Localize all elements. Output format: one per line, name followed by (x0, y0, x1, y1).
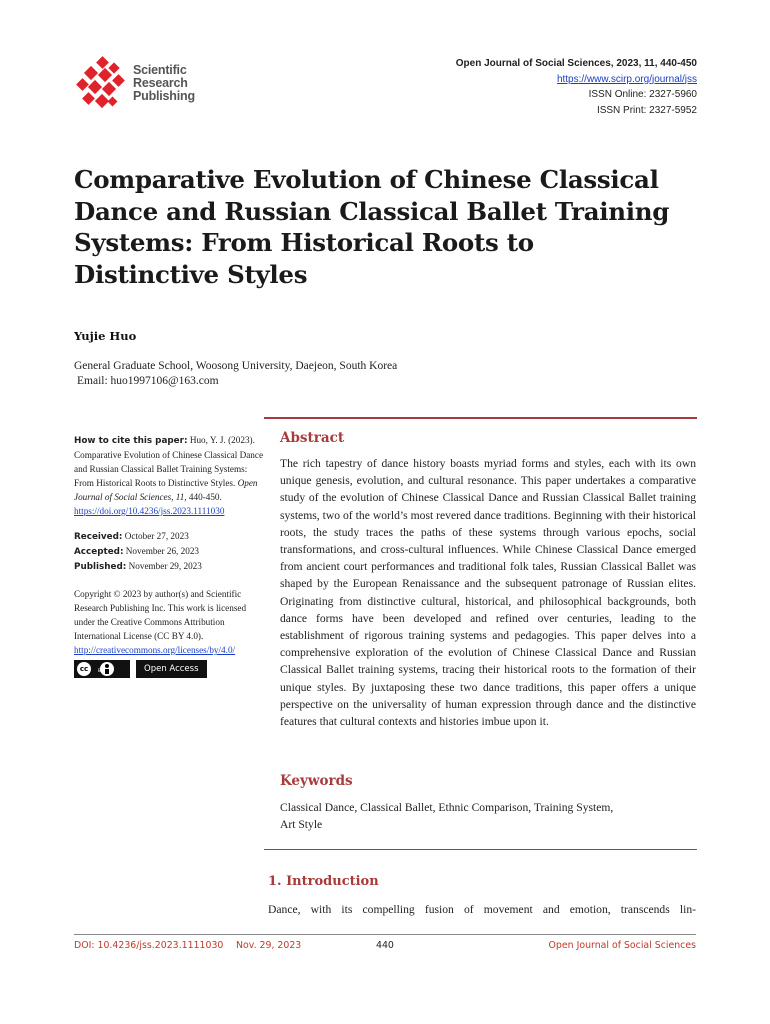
article-info-sidebar (74, 433, 264, 678)
paper-title: Comparative Evolution of Chinese Classical Dance and Russian Classical Ballet Training Systems: From Historical Roots to Distinctive Styles (74, 165, 670, 289)
issn-online: ISSN Online: 2327-5960 (588, 89, 697, 100)
cite-pages: 440-450. (186, 492, 222, 502)
received-date: Received: October 27, 2023 (74, 531, 189, 542)
cc-icon: cc (77, 662, 91, 676)
cite-title: Comparative Evolution of Chinese Classical Dance and Russian Classical Ballet Training Systems: From Historical Roots to Distinctive Styles. (74, 450, 264, 488)
footer-journal-name: Open Journal of Social Sciences (548, 940, 696, 951)
by-label: BY (98, 668, 103, 673)
abstract-heading: Abstract (280, 430, 345, 446)
accepted-date: Accepted: November 26, 2023 (74, 546, 200, 557)
introduction-heading: 1. Introduction (268, 874, 379, 889)
cite-authors: Huo, Y. J. (2023). (187, 435, 255, 445)
keywords-line2: Art Style (280, 818, 323, 832)
keywords-list (280, 799, 680, 833)
cite-journal: Open Journal of Social Sciences, 11, (74, 478, 258, 502)
issn-print: ISSN Print: 2327-5952 (596, 104, 697, 116)
author-name: Yujie Huo (74, 329, 137, 343)
introduction-first-line: Dance, with its compelling fusion of movement and emotion, transcends lin- (268, 903, 696, 916)
page-footer (74, 940, 696, 954)
published-date: Published: November 29, 2023 (74, 561, 202, 572)
logo-text-line3: Publishing (133, 89, 195, 103)
abstract-top-divider (264, 417, 697, 419)
license-badges (74, 660, 264, 678)
journal-name: Open Journal of Social Sciences, 2023, 11, 440-450 (455, 58, 697, 69)
cite-label: How to cite this paper: (74, 436, 188, 446)
copyright-notice: Copyright © 2023 by author(s) and Scientific Research Publishing Inc. This work is licensed under the Creative Commons Attribution International License (CC BY 4.0). (74, 589, 247, 641)
keywords-heading: Keywords (280, 773, 353, 789)
cite-doi-link[interactable]: https://doi.org/10.4236/jss.2023.1111030 (74, 506, 225, 516)
publisher-logo (76, 56, 206, 114)
footer-date: Nov. 29, 2023 (236, 940, 302, 951)
cc-by-license-icon[interactable] (74, 660, 130, 678)
footer-divider (74, 934, 696, 935)
license-link[interactable]: http://creativecommons.org/licenses/by/4.0/ (74, 645, 236, 655)
abstract-body: The rich tapestry of dance history boasts myriad forms and styles, each with its own unique genesis, evolution, and cultural resonance. This paper undertakes a comparative study of the evolution of Chinese Classical Dance and Russian Classical Ballet training systems, two of the world’s most revered dance traditions. Beginning with their historical roots, the study traces the paths of these systems through various epochs, social transformations, and cross-cultural influences. While Chinese Classical Dance emerged from ancient court performances and traditional folk tales, Russian Classical Ballet was shaped by the European Renaissance and the subsequent patronage of Russian elites. Originating from distinctive cultural, historical, and philosophical backgrounds, both dance forms have been developed and refined over centuries, leading to the establishment of rigorous training systems and pedagogies. This paper delves into a comprehensive exploration of the evolution of Chinese Classical Dance and Russian Classical Ballet training systems, tracing their historical roots to the formation of their unique styles. By juxtaposing these two dance traditions, this paper offers a unique perspective on the universality of human expression through dance and the distinctive features that cultural contexts and histories imbue upon it. (280, 457, 696, 729)
logo-text-line1: Scientific (133, 63, 187, 77)
footer-doi: DOI: 10.4236/jss.2023.1111030 (74, 940, 224, 951)
citation-block (74, 433, 264, 518)
abstract-bottom-divider (264, 849, 697, 850)
journal-url-link[interactable]: https://www.scirp.org/journal/jss (556, 73, 697, 85)
publisher-logo-mark (76, 56, 132, 114)
keywords-line1: Classical Dance, Classical Ballet, Ethnic Comparison, Training System, (280, 801, 614, 814)
journal-info (456, 56, 697, 118)
logo-text-line2: Research (133, 76, 188, 90)
open-access-badge: Open Access (136, 660, 207, 678)
page-number: 440 (376, 940, 394, 951)
author-affiliation: General Graduate School, Woosong University, Daejeon, South Korea (74, 360, 398, 372)
author-email: Email: huo1997106@163.com (77, 375, 219, 387)
